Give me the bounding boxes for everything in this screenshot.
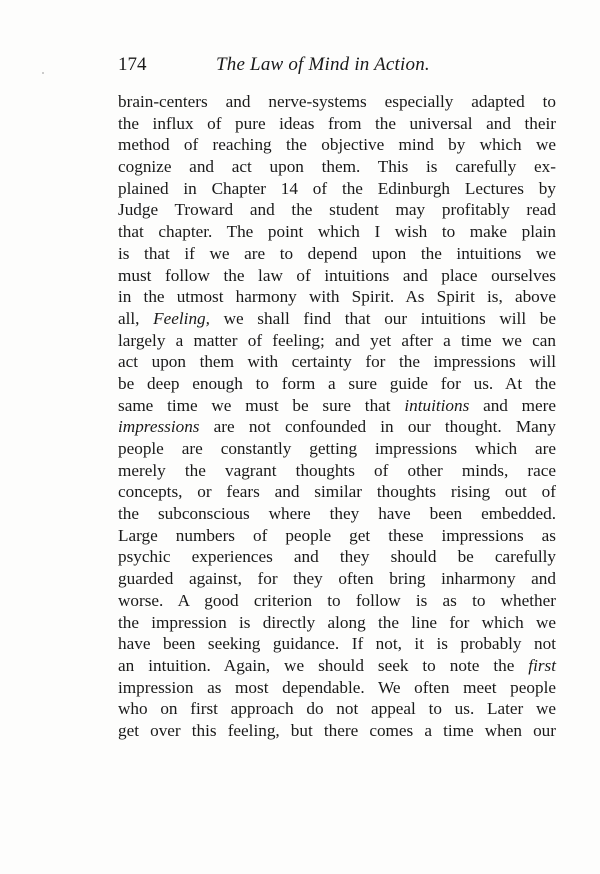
running-title: The Law of Mind in Action. bbox=[216, 54, 430, 75]
text-line: the subconscious where they have been embedded. bbox=[118, 504, 556, 524]
body-paragraph bbox=[118, 91, 556, 742]
text-line: in the utmost harmony with Spirit. As Spirit is, above bbox=[118, 287, 556, 307]
text-line: get over this feeling, but there comes a time when our bbox=[118, 720, 556, 740]
text-line: must follow the law of intuitions and place ourselves bbox=[118, 265, 556, 285]
running-header bbox=[118, 54, 556, 80]
italic-word: Feeling, bbox=[153, 308, 210, 328]
text-segment: are not confounded in our thought. Many bbox=[199, 417, 556, 437]
text-line: people are constantly getting impressions which are bbox=[118, 439, 556, 458]
text-segment: and mere bbox=[469, 395, 556, 415]
text-line: act upon them with certainty for the impressions will bbox=[118, 352, 556, 372]
text-line bbox=[118, 655, 556, 677]
text-line: the influx of pure ideas from the universal and their bbox=[118, 113, 556, 133]
text-line: psychic experiences and they should be carefully bbox=[118, 547, 556, 567]
italic-word: intuitions bbox=[404, 395, 470, 415]
margin-speck bbox=[42, 72, 44, 74]
text-segment: same time we must be sure that bbox=[118, 395, 405, 415]
text-line: be deep enough to form a sure guide for us. At the bbox=[118, 373, 556, 393]
text-line: cognize and act upon them. This is carefully ex- bbox=[118, 157, 556, 177]
text-line: have been seeking guidance. If not, it is probably not bbox=[118, 634, 556, 654]
text-line: guarded against, for they often bring inharmony and bbox=[118, 569, 556, 589]
text-line: method of reaching the objective mind by which we bbox=[118, 135, 556, 155]
text-line bbox=[118, 308, 556, 330]
text-line: worse. A good criterion to follow is as to whether bbox=[118, 590, 556, 610]
text-line bbox=[118, 395, 556, 417]
text-line: Large numbers of people get these impressions as bbox=[118, 525, 556, 545]
text-line: is that if we are to depend upon the intuitions we bbox=[118, 243, 556, 263]
text-line: impression as most dependable. We often meet people bbox=[118, 677, 556, 697]
page-number: 174 bbox=[118, 54, 147, 75]
text-line: concepts, or fears and similar thoughts rising out of bbox=[118, 482, 556, 502]
text-line: plained in Chapter 14 of the Edinburgh Lectures by bbox=[118, 178, 556, 198]
text-line: brain-centers and nerve-systems especially adapted to bbox=[118, 92, 556, 111]
italic-word: first bbox=[528, 655, 556, 675]
text-segment: an intuition. Again, we should seek to note the bbox=[118, 655, 529, 675]
text-line bbox=[118, 416, 556, 438]
text-segment: all, bbox=[118, 308, 154, 328]
text-line: the impression is directly along the line for which we bbox=[118, 612, 556, 632]
text-line: merely the vagrant thoughts of other minds, race bbox=[118, 460, 556, 480]
text-line: that chapter. The point which I wish to make plain bbox=[118, 222, 556, 242]
text-segment: we shall find that our intuitions will be bbox=[209, 308, 556, 328]
text-line: who on first approach do not appeal to us. Later we bbox=[118, 699, 556, 719]
text-line: largely a matter of feeling; and yet after a time we can bbox=[118, 330, 556, 350]
text-line: Judge Troward and the student may profitably read bbox=[118, 200, 556, 220]
italic-word: impressions bbox=[118, 417, 200, 437]
